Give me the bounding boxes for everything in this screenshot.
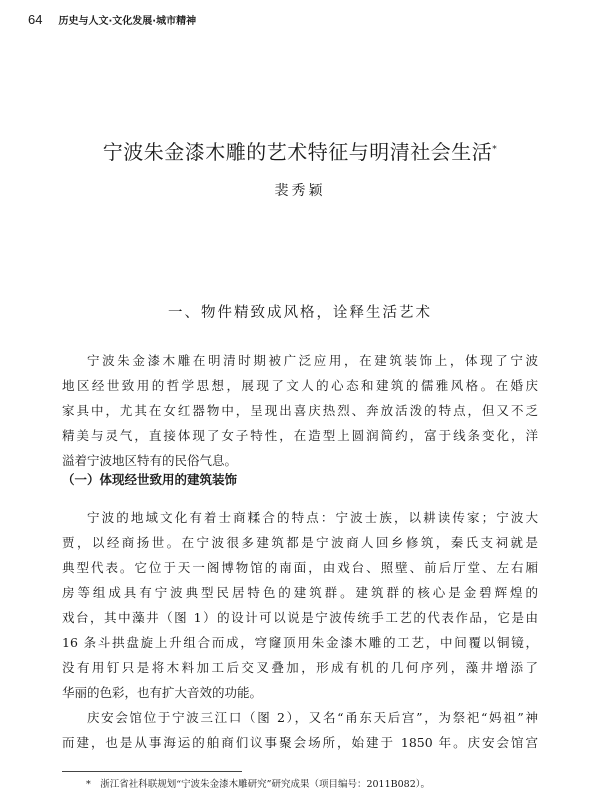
article-title [0,136,600,165]
text-line: 家具中，尤其在女红器物中，呈现出喜庆热烈、奔放活泼的特点，但又不乏 [62,403,538,418]
page-number: 64 [28,12,43,27]
section-heading: 一、物件精致成风格，诠释生活艺术 [168,305,432,321]
subsection-heading: （一）体现经世致用的建筑装饰 [62,472,238,487]
text-line: 16 条斗拱盘旋上升组合而成，穹窿顶用朱金漆木雕的工艺，中间覆以铜镜， [62,635,538,650]
intro-paragraph [62,348,538,473]
text-line: 而建，也是从事海运的舶商们议事聚会场所，始建于 1850 年。庆安会馆宫 [62,735,538,750]
text-line: 戏台，其中藻井（图 1）的设计可以说是宁波传统手工艺的代表作品，它是由 [62,610,538,625]
author-name: 裴秀颖 [274,183,326,199]
running-header [28,12,196,27]
text-line: 没有用钉只是将木料加工后交叉叠加，形成有机的几何序列，藻井增添了 [62,660,538,675]
title-footnote-mark: * [492,144,498,155]
text-line: 宁波的地域文化有着士商糅合的特点：宁波士族，以耕读传家；宁波大 [87,510,538,525]
running-title: 历史与人文·文化发展·城市精神 [58,16,197,27]
next-paragraph [62,705,538,755]
text-line: 溢着宁波地区特有的民俗气息。 [62,453,238,468]
text-line: 房等组成具有宁波典型民居特色的建筑群。建筑群的核心是金碧辉煌的 [62,585,538,600]
article-title-text: 宁波朱金漆木雕的艺术特征与明清社会生活 [102,140,493,164]
text-line: 庆安会馆位于宁波三江口（图 2），又名“甬东天后宫”，为祭祀“妈祖”神 [87,710,538,725]
text-line: 贾，以经商扬世。在宁波很多建筑都是宁波商人回乡修筑，秦氏支祠就是 [62,535,538,550]
footnote-rule [62,771,242,772]
text-line: 华丽的色彩，也有扩大音效的功能。 [62,685,263,700]
footnote: * 浙江省社科联规划“宁波朱金漆木雕研究”研究成果（项目编号：2011B082）。 [86,779,431,790]
text-line: 宁波朱金漆木雕在明清时期被广泛应用，在建筑装饰上，体现了宁波 [87,353,538,368]
subsection-paragraph [62,505,538,705]
text-line: 精美与灵气，直接体现了女子特性，在造型上圆润简约，富于线条变化，洋 [62,428,538,443]
text-line: 典型代表。它位于天一阁博物馆的南面，由戏台、照壁、前后厅堂、左右厢 [62,560,538,575]
text-line: 地区经世致用的哲学思想，展现了文人的心态和建筑的儒雅风格。在婚庆 [62,378,538,393]
